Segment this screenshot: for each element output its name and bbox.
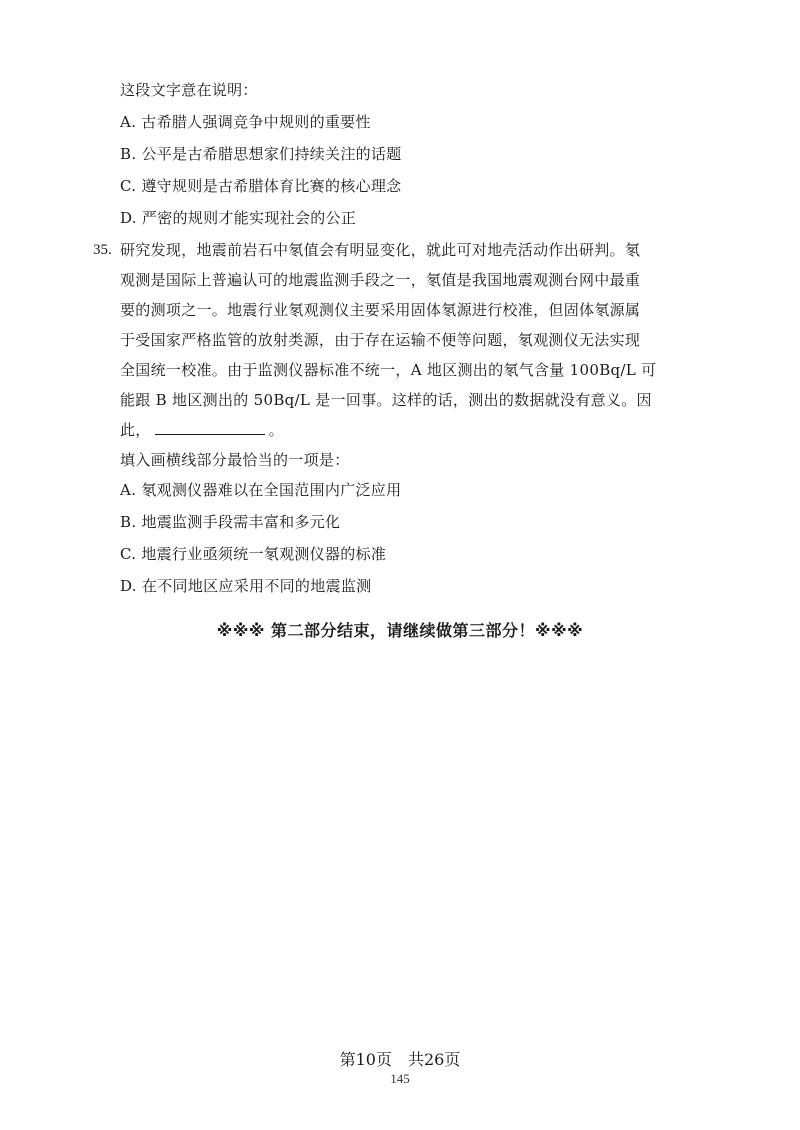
- passage-line-2: 观测是国际上普遍认可的地震监测手段之一，氡值是我国地震观测台网中最重: [120, 271, 641, 289]
- option-c[interactable]: C. 地震行业亟须统一氡观测仪器的标准: [120, 545, 387, 563]
- prev-question-prompt: 这段文字意在说明：: [120, 81, 258, 99]
- passage-line-7-prefix: 此，: [120, 421, 151, 439]
- option-d[interactable]: D. 在不同地区应采用不同的地震监测: [120, 577, 372, 595]
- passage-line-7-suffix: 。: [268, 421, 284, 439]
- prev-option-a[interactable]: A. 古希腊人强调竞争中规则的重要性: [120, 113, 371, 131]
- prev-option-d[interactable]: D. 严密的规则才能实现社会的公正: [120, 209, 357, 227]
- page-serial-number: 145: [390, 1071, 410, 1086]
- question-prompt: 填入画横线部分最恰当的一项是：: [120, 451, 350, 469]
- page-indicator: 第10页 共26页: [339, 1050, 461, 1069]
- option-a[interactable]: A. 氡观测仪器难以在全国范围内广泛应用: [120, 481, 402, 499]
- passage-line-3: 要的测项之一。地震行业氡观测仪主要采用固体氡源进行校准，但固体氡源属: [120, 301, 641, 319]
- prev-option-c[interactable]: C. 遵守规则是古希腊体育比赛的核心理念: [120, 177, 402, 195]
- passage-line-1: 研究发现，地震前岩石中氡值会有明显变化，就此可对地壳活动作出研判。氡: [120, 241, 641, 259]
- passage-line-6: 能跟 B 地区测出的 50Bq/L 是一回事。这样的话，测出的数据就没有意义。因: [120, 391, 652, 409]
- passage-line-5: 全国统一校准。由于监测仪器标准不统一，A 地区测出的氡气含量 100Bq/L 可: [120, 361, 657, 379]
- question-number: 35.: [93, 242, 112, 258]
- option-b[interactable]: B. 地震监测手段需丰富和多元化: [120, 513, 341, 531]
- section-end-banner: ※※※ 第二部分结束，请继续做第三部分！※※※: [216, 621, 584, 640]
- answer-blank[interactable]: [155, 420, 265, 435]
- passage-line-4: 于受国家严格监管的放射类源，由于存在运输不便等问题，氡观测仪无法实现: [120, 331, 641, 349]
- passage-line-7: [120, 420, 284, 440]
- prev-option-b[interactable]: B. 公平是古希腊思想家们持续关注的话题: [120, 145, 402, 163]
